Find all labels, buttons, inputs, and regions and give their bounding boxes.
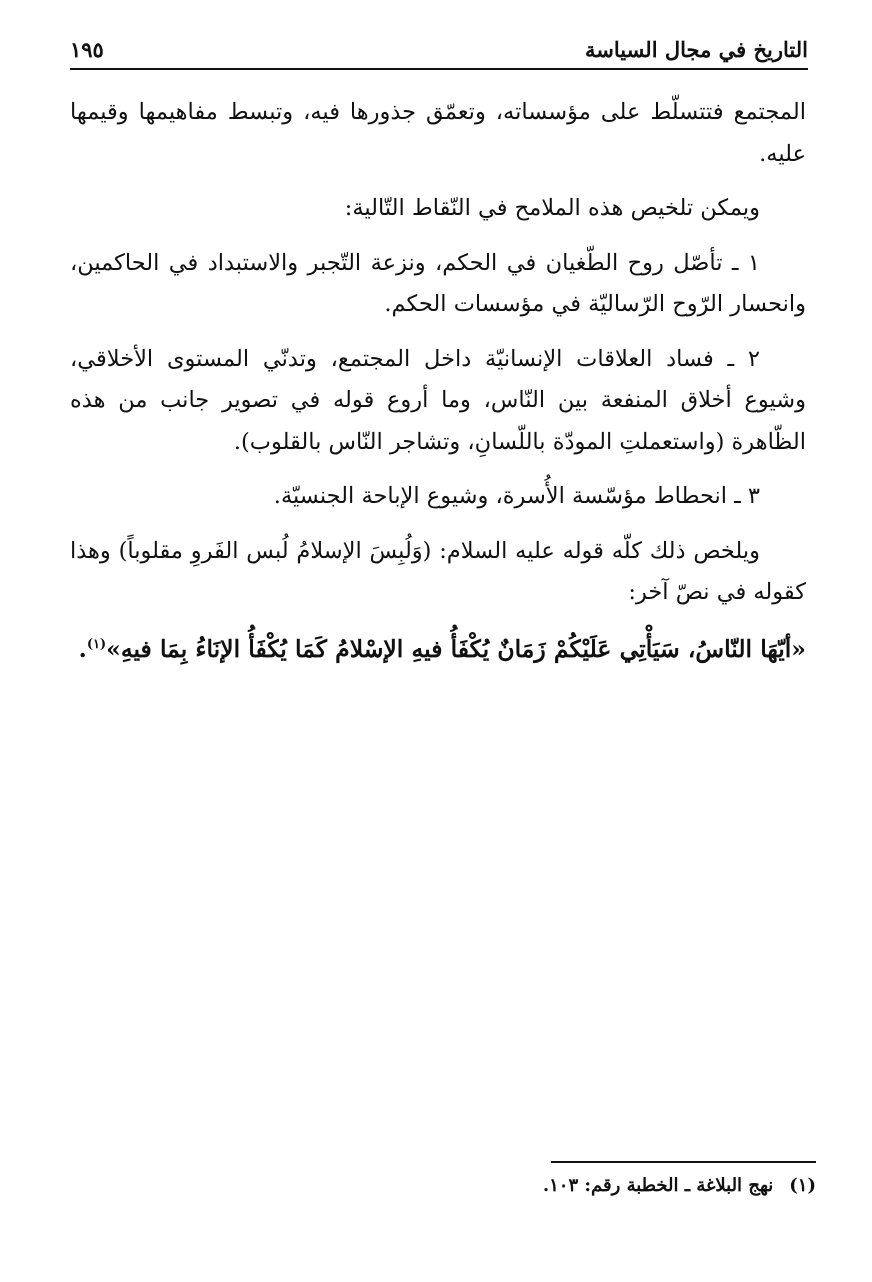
- body-text: [70, 92, 806, 684]
- running-title: التاريخ في مجال السياسة: [584, 36, 808, 62]
- paragraph-intro: ويمكن تلخيص هذه الملامح في النّقاط التّالية:: [344, 195, 760, 221]
- footnote: [56, 1172, 816, 1200]
- hadith-text: «أيّهَا النّاسُ، سَيَأْتِي عَلَيْكُمْ زَمَانٌ يُكْفَأُ فيهِ الإسْلامُ كَمَا يُكْفَأُ الإنَاءُ بِمَا فيهِ»: [106, 634, 806, 663]
- footnote-ref: (١): [86, 636, 107, 652]
- list-item-3: ٣ ـ انحطاط مؤسّسة الأُسرة، وشيوع الإباحة الجنسيّة.: [273, 483, 760, 509]
- footnote-text: نهج البلاغة ـ الخطبة رقم: ١٠٣.: [542, 1175, 774, 1196]
- paragraph-summary: ويلخص ذلك كلّه قوله عليه السلام: (وَلُبِسَ الإسلامُ لُبس الفَروِ مقلوباً) وهذا كقوله في نصّ آخر:: [70, 537, 806, 605]
- footnote-number: (١): [789, 1175, 816, 1196]
- list-item-2: ٢ ـ فساد العلاقات الإنسانيّة داخل المجتمع، وتدنّي المستوى الأخلاقي، وشيوع أخلاق المنفعة بين النّاس، وما أروع قوله في تصوير جانب من هذه الظّاهرة (واستعملتِ المودّة باللّسانِ، وتشاجر النّاس بالقلوب).: [70, 345, 806, 455]
- page-header: [70, 30, 808, 70]
- hadith-quote: [70, 627, 806, 671]
- footnote-divider: [551, 1161, 816, 1163]
- page-number: ١٩٥: [70, 36, 104, 62]
- list-item-1: ١ ـ تأصّل روح الطّغيان في الحكم، ونزعة التّجبر والاستبداد في الحاكمين، وانحسار الرّوح الرّساليّة في مؤسسات الحكم.: [70, 249, 806, 317]
- hadith-end: .: [78, 634, 87, 663]
- paragraph-continuation: المجتمع فتتسلّط على مؤسساته، وتعمّق جذورها فيه، وتبسط مفاهيمها وقيمها عليه.: [70, 99, 806, 167]
